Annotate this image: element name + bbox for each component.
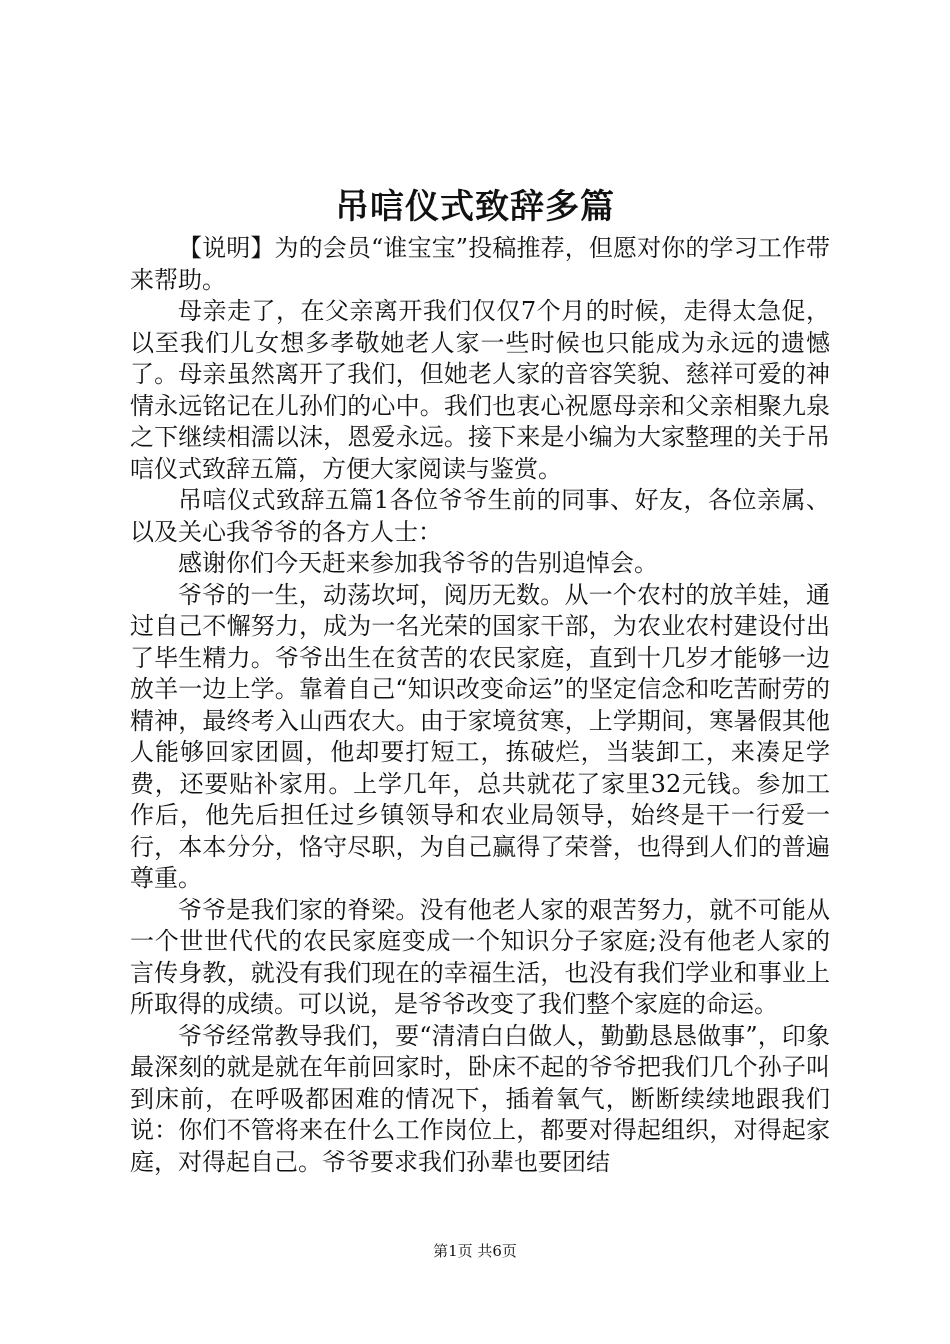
document-title: 吊唁仪式致辞多篇 [335,187,615,227]
paragraph-teaching: 爷爷经常教导我们，要“清清白白做人，勤勤恳恳做事”，印象最深刻的就是就在年前回家时，卧床不起的爷爷把我们几个孙子叫到床前，在呼吸都困难的情况下，插着氧气，断断续续地跟我们说：你们不管将来在什么工作岗位上，都要对得起组织，对得起家庭，对得起自己。爷爷要求我们孙辈也要团结 [130,1021,830,1176]
paragraph-thanks: 感谢你们今天赶来参加我爷爷的告别追悼会。 [178,549,658,577]
page-footer: 第1页 共6页 [433,1242,517,1260]
paragraph-backbone: 爷爷是我们家的脊梁。没有他老人家的艰苦努力，就不可能从一个世世代代的农民家庭变成一个知识分子家庭;没有他老人家的言传身教，就没有我们现在的幸福生活，也没有我们学业和事业上所取得的成绩。可以说，是爷爷改变了我们整个家庭的命运。 [130,895,830,1018]
document-body [130,233,830,1178]
paragraph-life: 爷爷的一生，动荡坎坷，阅历无数。从一个农村的放羊娃，通过自己不懈努力，成为一名光荣的国家干部，为农业农村建设付出了毕生精力。爷爷出生在贫苦的农民家庭，直到十几岁才能够一边放羊一边上学。靠着自己“知识改变命运”的坚定信念和吃苦耐劳的精神，最终考入山西农大。由于家境贫寒，上学期间，寒暑假其他人能够回家团圆，他却要打短工，拣破烂，当装卸工，来凑足学费，还要贴补家用。上学几年，总共就花了家里32元钱。参加工作后，他先后担任过乡镇领导和农业局领导，始终是干一行爱一行，本本分分，恪守尽职，为自己赢得了荣誉，也得到人们的普遍尊重。 [130,580,830,892]
paragraph-note: 【说明】为的会员“谁宝宝”投稿推荐，但愿对你的学习工作带来帮助。 [130,234,830,294]
paragraph-intro: 母亲走了，在父亲离开我们仅仅7个月的时候，走得太急促，以至我们儿女想多孝敬她老人家一些时候也只能成为永远的遗憾了。母亲虽然离开了我们，但她老人家的音容笑貌、慈祥可爱的神情永远铭记在儿孙们的心中。我们也衷心祝愿母亲和父亲相聚九泉之下继续相濡以沫，恩爱永远。接下来是小编为大家整理的关于吊唁仪式致辞五篇，方便大家阅读与鉴赏。 [130,297,830,483]
paragraph-salutation: 吊唁仪式致辞五篇1各位爷爷生前的同事、好友，各位亲属、以及关心我爷爷的各方人士： [130,486,830,546]
